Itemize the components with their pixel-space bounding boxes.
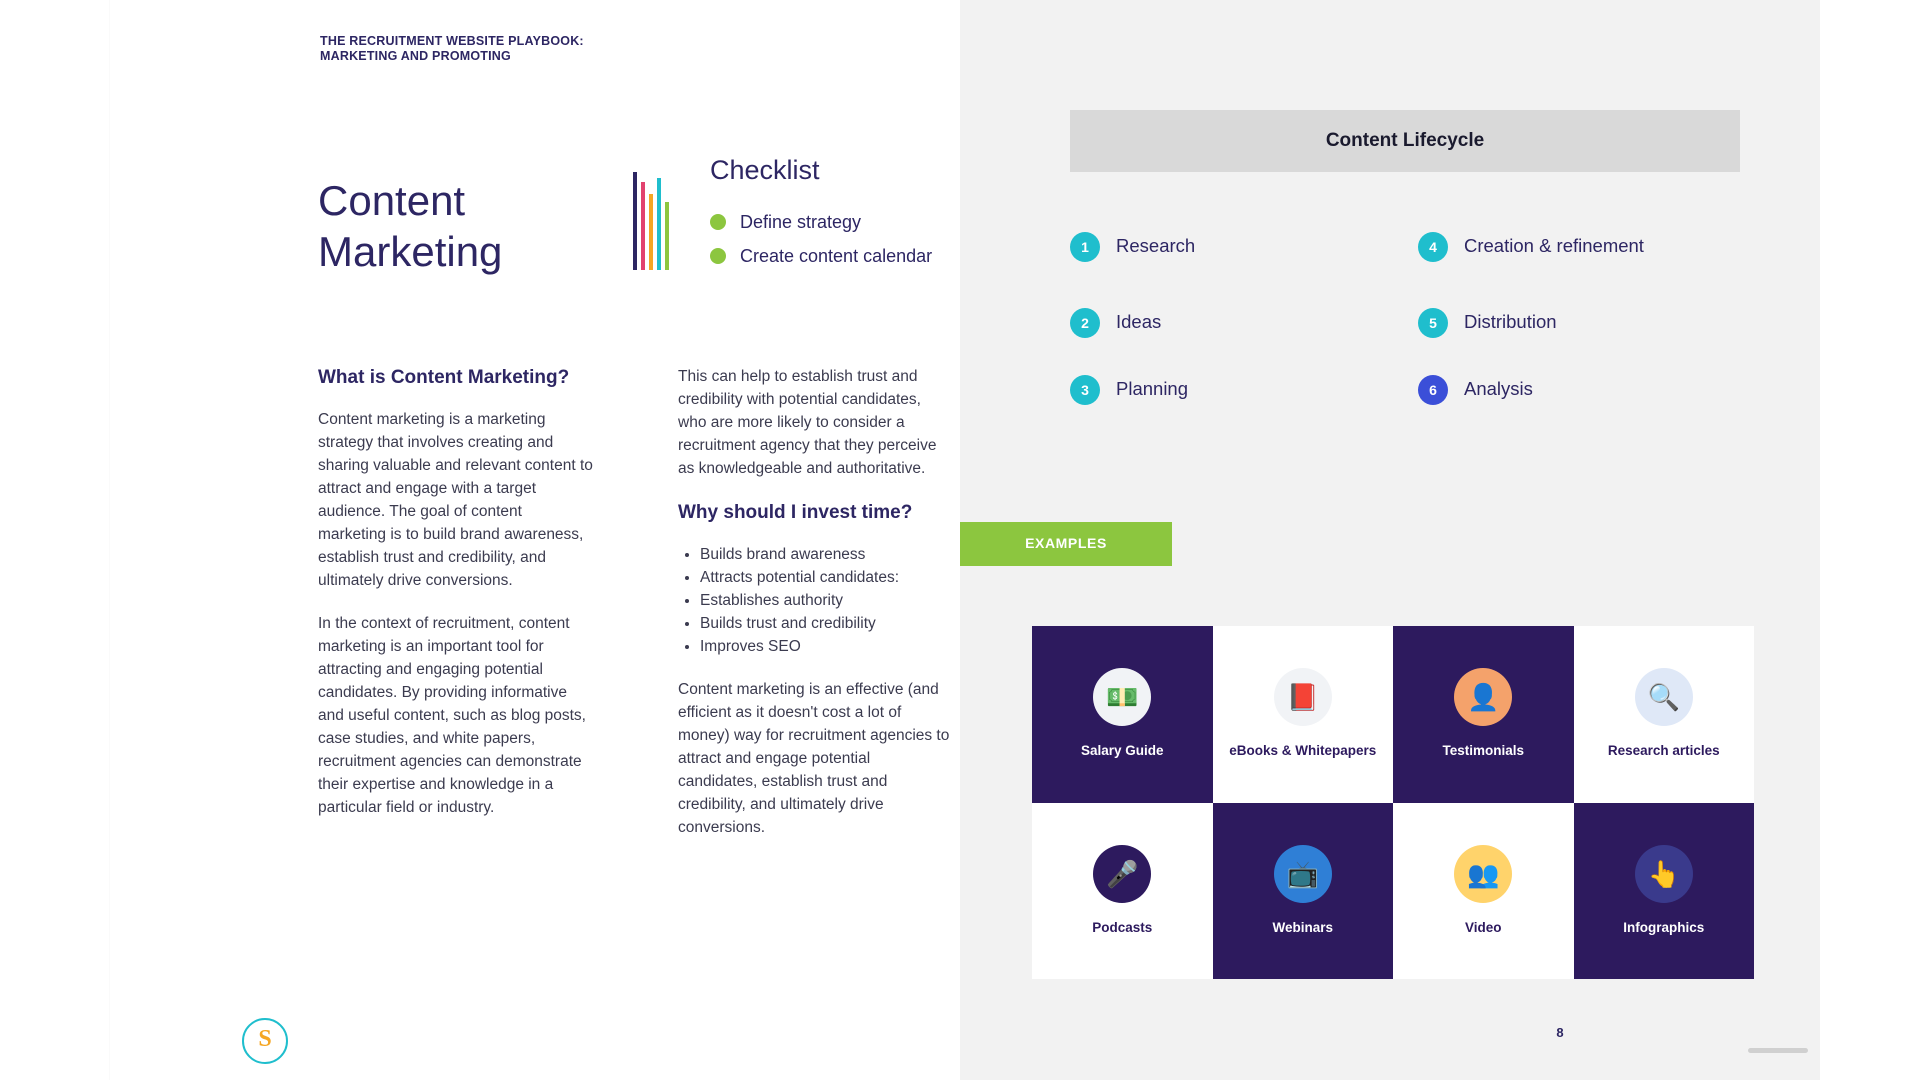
lifecycle-step-6-label: Analysis [1464, 378, 1533, 399]
example-tile-caption: Video [1464, 919, 1502, 935]
example-tile-caption: Infographics [1623, 919, 1705, 935]
left-column-heading: What is Content Marketing? [318, 367, 570, 388]
example-tile-caption: eBooks & Whitepapers [1229, 743, 1377, 759]
list-item: • Improves SEO [700, 635, 953, 658]
people-video-icon [1454, 845, 1512, 903]
lifecycle-step-5-number: 5 [1418, 308, 1448, 338]
example-tile-ebooks [1213, 626, 1394, 803]
checklist-item-1-label: Define strategy [740, 212, 862, 232]
list-item: • Establishes authority [700, 589, 953, 612]
lifecycle-step-6-number: 6 [1418, 375, 1448, 405]
right-column-paragraph-2: Content marketing is an effective (and efficient as it doesn't cost a lot of money) way for recruitment agencies to attract and engage potential candidates, establish trust and credibility, and ultimately drive conversions. [678, 681, 950, 836]
example-tile-salary-guide [1032, 626, 1213, 803]
lifecycle-step-3-label: Planning [1116, 378, 1189, 399]
lifecycle-step-2-label: Ideas [1116, 311, 1162, 332]
brand-logo [242, 1018, 288, 1064]
example-tile-webinars [1213, 803, 1394, 980]
checklist-item-1 [710, 212, 861, 233]
list-item: • Builds trust and credibility [700, 612, 953, 635]
example-tile-caption: Salary Guide [1080, 743, 1164, 759]
content-lifecycle-title: Content Lifecycle [1325, 130, 1485, 151]
example-tile-caption: Webinars [1272, 919, 1334, 935]
hand-touch-icon-glyph: 👆 [1647, 858, 1680, 889]
lifecycle-step-2-number: 2 [1070, 308, 1100, 338]
money-icon-glyph: 💵 [1106, 682, 1139, 713]
content-lifecycle-band [1070, 110, 1740, 172]
page-number: 8 [1556, 1025, 1564, 1040]
example-tile-caption: Testimonials [1442, 743, 1525, 759]
checklist-heading: Checklist [710, 155, 820, 185]
page-title-line-2: Marketing [318, 228, 503, 275]
example-tile-video [1393, 803, 1574, 980]
list-item: • Builds brand awareness [700, 543, 953, 566]
ebook-icon-glyph: 📕 [1286, 682, 1319, 713]
document-eyebrow [320, 34, 840, 64]
checklist-bullet-icon [710, 248, 726, 264]
money-icon [1093, 668, 1151, 726]
example-tile-research-articles [1574, 626, 1755, 803]
ebook-icon [1274, 668, 1332, 726]
list-item: • Attracts potential candidates: [700, 566, 953, 589]
right-panel [960, 0, 1820, 1080]
lifecycle-step-1-number: 1 [1070, 232, 1100, 262]
examples-band-label: EXAMPLES [1025, 535, 1107, 551]
page-title-line-1: Content [318, 177, 466, 224]
microphone-icon-glyph: 🎤 [1106, 858, 1139, 889]
research-magnifier-icon [1635, 668, 1693, 726]
decorative-bars-icon [633, 165, 673, 270]
lifecycle-step-1-label: Research [1116, 235, 1196, 256]
video-screen-icon [1274, 845, 1332, 903]
example-tile-infographics [1574, 803, 1755, 980]
lifecycle-step-4-label: Creation & refinement [1464, 235, 1644, 256]
lifecycle-step-4-number: 4 [1418, 232, 1448, 262]
right-text-column [678, 365, 953, 859]
checklist-item-2-label: Create content calendar [740, 246, 933, 266]
benefits-list [678, 543, 953, 658]
eyebrow-line-2: MARKETING AND PROMOTING [320, 49, 511, 63]
left-column-paragraph-2: In the context of recruitment, content marketing is an important tool for attracting and engaging potential candidates. By providing informative and useful content, such as blog posts, case studies, and white papers, recruitment agencies can demonstrate their expertise and knowledge in a particular field or industry. [318, 615, 586, 816]
microphone-icon [1093, 845, 1151, 903]
person-quote-icon [1454, 668, 1512, 726]
checklist-bullet-icon [710, 214, 726, 230]
example-tile-testimonials [1393, 626, 1574, 803]
lifecycle-step-3-number: 3 [1070, 375, 1100, 405]
left-column-paragraph-1: Content marketing is a marketing strategy that involves creating and sharing valuable and relevant content to attract and engage with a target audience. The goal of content marketing is to build brand awareness, establish trust and credibility, and ultimately drive conversions. [318, 411, 593, 589]
example-tile-caption: Podcasts [1092, 919, 1153, 935]
hand-touch-icon [1635, 845, 1693, 903]
video-screen-icon-glyph: 📺 [1286, 858, 1319, 889]
page-title [318, 175, 638, 277]
brand-logo-letter: S [258, 1026, 272, 1052]
left-page [110, 0, 960, 1080]
checklist-item-2 [710, 246, 932, 267]
lifecycle-step-5-label: Distribution [1464, 311, 1557, 332]
examples-grid [1032, 626, 1754, 979]
right-column-heading: Why should I invest time? [678, 502, 913, 523]
research-magnifier-icon-glyph: 🔍 [1647, 682, 1680, 713]
right-column-paragraph-1: This can help to establish trust and credibility with potential candidates, who are more likely to consider a recruitment agency that they perceive as knowledgeable and authoritative. [678, 368, 937, 477]
scrollbar[interactable] [1748, 1048, 1808, 1053]
people-video-icon-glyph: 👥 [1467, 858, 1500, 889]
example-tile-caption: Research articles [1607, 743, 1720, 759]
eyebrow-line-1: THE RECRUITMENT WEBSITE PLAYBOOK: [320, 34, 584, 48]
example-tile-podcasts [1032, 803, 1213, 980]
left-text-column [318, 365, 593, 839]
person-quote-icon-glyph: 👤 [1467, 682, 1500, 713]
examples-band [960, 522, 1172, 566]
